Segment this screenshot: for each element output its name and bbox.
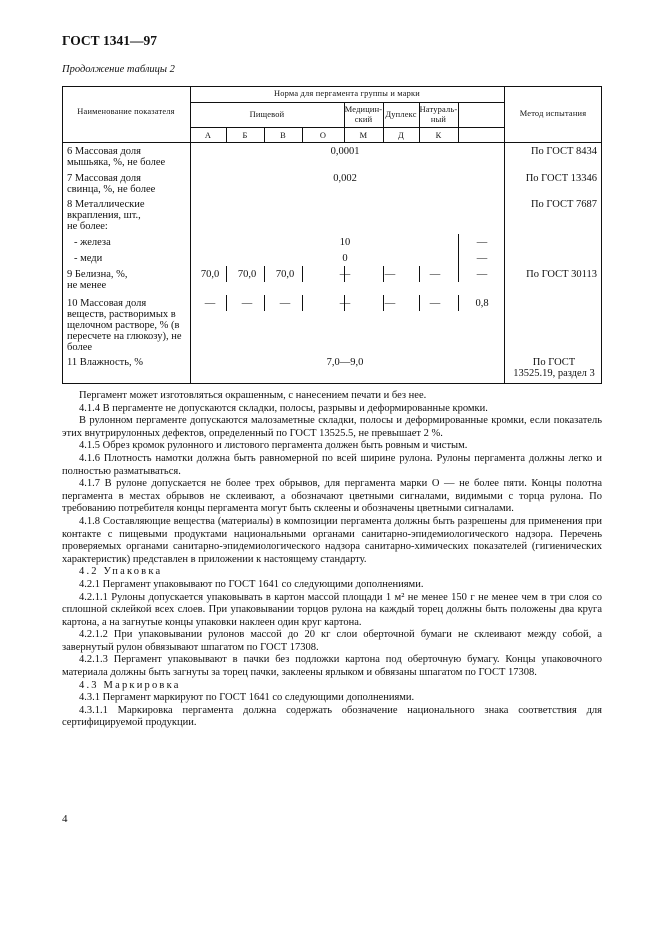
row-8-iron-value: 10 — [339, 237, 351, 248]
row-6-value: 0,0001 — [330, 146, 360, 157]
row-10-name: 10 Массовая доля веществ, растворимых в щелочном растворе, % (в пересчете на глюкозу), не более — [67, 298, 182, 353]
row-6-method: По ГОСТ 8434 — [530, 146, 597, 157]
row-8-name: 8 Металлические вкрапления, шт., не более: — [67, 199, 145, 232]
paragraph: 4.2.1.2 При упаковывании рулонов массой до 20 кг слои оберточной бумаги не склеивают между собой, а завернутый рулон обвязывают шпагатом по ГОСТ 17308. — [62, 629, 602, 653]
row-7-value: 0,002 — [333, 173, 357, 184]
row-9-a: 70,0 — [200, 269, 220, 280]
row-9-k: — — [476, 269, 488, 280]
row-10-k: 0,8 — [475, 298, 489, 309]
paragraph: 4.1.8 Составляющие вещества (материалы) в композиции пергамента должны быть разрешены для применения при контакте с пищевыми продуктами национальными органами санитарно-эпидемиологического надзора. Перечень проверяемых органами санитарно-эпидемиологического надзора санитарно-химических показателей (гигиенических характеристик) представлен в приложении к настоящему стандарту. — [62, 515, 602, 565]
row-7-name: 7 Массовая доля свинца, %, не более — [67, 173, 156, 195]
mark-b: Б — [242, 131, 248, 140]
row-9-name: 9 Белизна, %, не менее — [67, 269, 128, 291]
section-heading: 4.2 Упаковка — [79, 566, 163, 578]
paragraph: 4.2.1.1 Рулоны допускается упаковывать в картон массой площади 1 м² не менее 150 г не менее чем в три слоя со сплошной склейкой всех слоев. При упаковывании торцов рулона на каждый торец должны быть положены два круга картона, а на загнутые концы упаковки наклеен один круг картона. — [62, 591, 602, 628]
row-10-a: — — [204, 298, 216, 309]
row-8-copper-k: — — [476, 253, 488, 264]
mark-d: Д — [398, 131, 404, 140]
paragraph: 4.3.1.1 Маркировка пергамента должна содержать обозначение национального знака соответствия для сертифицируемой продукции. — [62, 704, 602, 729]
row-10-b: — — [241, 298, 253, 309]
row-9-v: 70,0 — [275, 269, 295, 280]
group-duplex: Дуплекс — [385, 110, 417, 119]
row-9-b: 70,0 — [237, 269, 257, 280]
row-9-d: — — [429, 269, 441, 280]
row-11-method: По ГОСТ 13525.19, раздел 3 — [513, 357, 595, 379]
group-natural: Натураль- ный — [419, 105, 458, 124]
row-9-m: — — [384, 269, 396, 280]
group-food: Пищевой — [249, 110, 285, 119]
paragraph: 4.3.1 Пергамент маркируют по ГОСТ 1641 со следующими дополнениями. — [79, 692, 415, 704]
row-8-method: По ГОСТ 7687 — [530, 199, 597, 210]
row-8-iron-name: - железа — [74, 237, 111, 248]
paragraph: В рулонном пергаменте допускаются малозаметные складки, полосы и деформированные кромки, если показатель этих внутрирулонных дефектов, определенный по ГОСТ 13525.5, не превышает 2 %. — [62, 415, 602, 439]
row-10-m: — — [384, 298, 396, 309]
mark-o: О — [319, 131, 327, 140]
paragraph: 4.1.6 Плотность намотки должна быть равномерной по всей ширине рулона. Рулоны пергамента должны легко и полностью разматываться. — [62, 452, 602, 477]
row-10-o: — — [339, 298, 351, 309]
mark-k: К — [435, 131, 442, 140]
paragraph: Пергамент может изготовляться окрашенным, с нанесением печати и без нее. — [79, 390, 427, 401]
mark-v: В — [280, 131, 286, 140]
paragraph: 4.1.5 Обрез кромок рулонного и листового пергамента должен быть ровным и чистым. — [79, 440, 468, 452]
mark-m: М — [359, 131, 368, 140]
row-8-copper-name: - меди — [74, 253, 103, 264]
paragraph: 4.2.1.3 Пергамент упаковывают в пачки без подложки картона под оберточную бумагу. Концы упаковочного материала должны быть загнуты за торец пачки, заклеены ярлыком и обвязаны шпагатом по ГОСТ 17308. — [62, 654, 602, 679]
page-header: ГОСТ 1341—97 — [62, 33, 158, 48]
body-text — [62, 390, 602, 730]
row-8-copper-value: 0 — [342, 253, 348, 264]
row-9-o: — — [339, 269, 351, 280]
col-method-header: Метод испытания — [519, 109, 587, 118]
paragraph: 4.1.4 В пергаменте не допускаются складки, полосы, разрывы и деформированные кромки. — [79, 402, 488, 414]
mark-a: А — [204, 131, 212, 140]
row-9-method: По ГОСТ 30113 — [526, 269, 597, 280]
paragraph: 4.2.1 Пергамент упаковывают по ГОСТ 1641 со следующими дополнениями. — [79, 578, 424, 590]
norm-header: Норма для пергамента группы и марки — [273, 89, 420, 98]
group-med: Медицин- ский — [344, 105, 383, 124]
row-8-iron-k: — — [476, 237, 488, 248]
row-7-method: По ГОСТ 13346 — [525, 173, 597, 184]
col-name-header: Наименование показателя — [77, 107, 175, 116]
norms-table — [62, 86, 602, 384]
row-11-value: 7,0—9,0 — [326, 357, 364, 368]
row-11-name: 11 Влажность, % — [67, 357, 144, 368]
section-heading: 4.3 Маркировка — [79, 679, 181, 691]
row-6-name: 6 Массовая доля мышьяка, %, не более — [67, 146, 166, 168]
row-10-d: — — [429, 298, 441, 309]
page-number: 4 — [62, 813, 68, 825]
table-caption: Продолжение таблицы 2 — [62, 64, 175, 75]
paragraph: 4.1.7 В рулоне допускается не более трех обрывов, для пергамента марки О — не более пяти. Концы полотна пергамента в местах обрывов не склеивают, а обозначают цветными сигналами, видимыми с торца рулона. По требованию потребителя концы пергамента могут быть склеены и обозначены цветными сигналами. — [62, 478, 602, 515]
row-10-v: — — [279, 298, 291, 309]
